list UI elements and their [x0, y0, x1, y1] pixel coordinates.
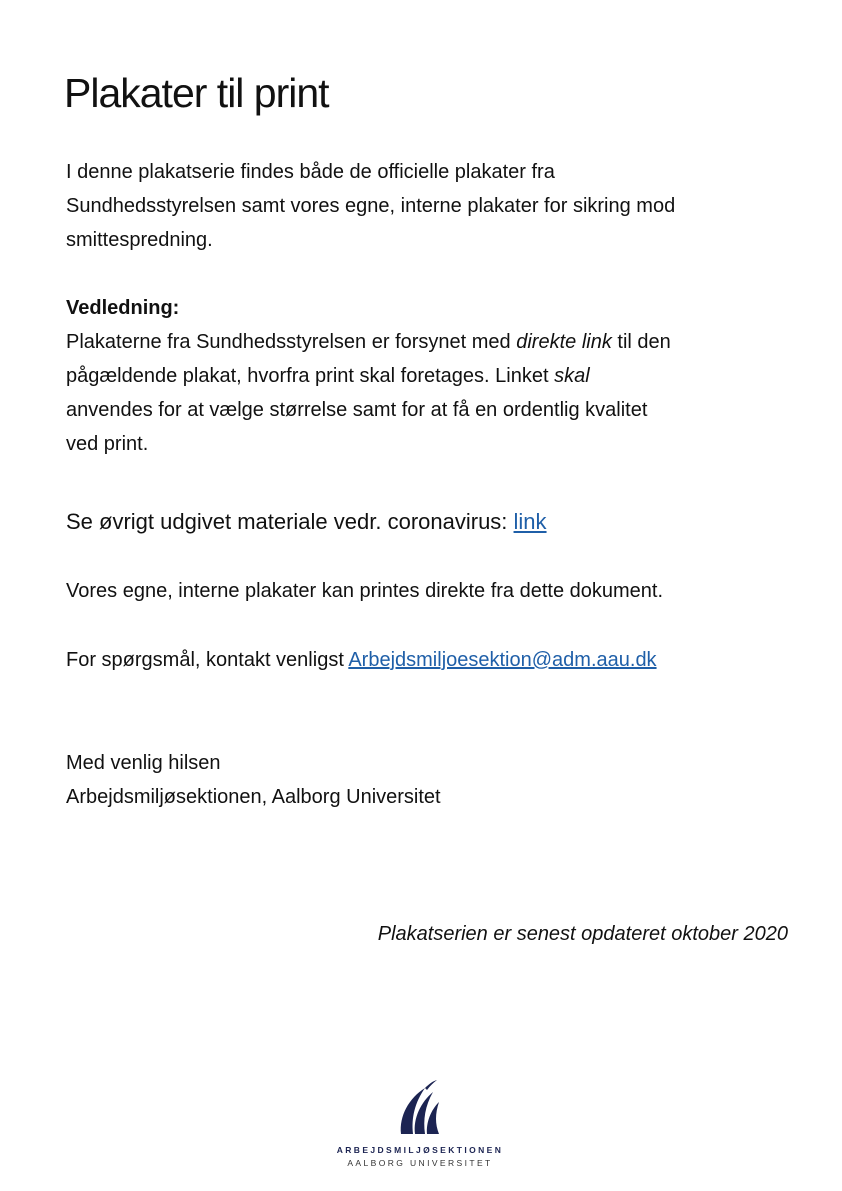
signoff-line: Med venlig hilsen: [66, 752, 221, 774]
page-title: Plakater til print: [64, 70, 329, 116]
guide-line: [66, 359, 671, 393]
logo-line-1: ARBEJDSMILJØSEKTIONEN: [336, 1145, 504, 1155]
guide-section: [66, 291, 671, 461]
signoff: [66, 746, 441, 814]
guide-heading: Vedledning:: [66, 297, 180, 319]
text: Se øvrigt udgivet materiale vedr. coronavirus:: [66, 509, 514, 534]
intro-line: I denne plakatserie findes både de officielle plakater fra: [66, 161, 555, 183]
material-line: [66, 505, 547, 539]
guide-line: [66, 325, 671, 359]
own-posters-line: Vores egne, interne plakater kan printes direkte fra dette dokument.: [66, 580, 664, 602]
signoff-line: Arbejdsmiljøsektionen, Aalborg Universitet: [66, 786, 441, 808]
contact-line: [66, 643, 657, 677]
text: Plakaterne fra Sundhedsstyrelsen er forsynet med: [66, 331, 517, 353]
aau-logo: [330, 1078, 510, 1168]
emphasis: direkte link: [516, 331, 612, 353]
updated-note: Plakatserien er senest opdateret oktober 2020: [377, 923, 788, 945]
emphasis: skal: [554, 365, 590, 387]
guide-line: ved print.: [66, 433, 149, 455]
aau-wave-logo-icon: [395, 1078, 445, 1136]
email-link[interactable]: Arbejdsmiljoesektion@adm.aau.dk: [348, 649, 657, 671]
text: pågældende plakat, hvorfra print skal foretages. Linket: [66, 365, 555, 387]
intro-line: Sundhedsstyrelsen samt vores egne, interne plakater for sikring mod: [66, 195, 676, 217]
guide-line: anvendes for at vælge størrelse samt for at få en ordentlig kvalitet: [66, 399, 648, 421]
text: til den: [611, 331, 671, 353]
intro-line: smittespredning.: [66, 229, 213, 251]
logo-line-2: AALBORG UNIVERSITET: [347, 1158, 493, 1168]
intro-paragraph: [66, 155, 675, 257]
coronavirus-link[interactable]: link: [513, 509, 547, 534]
text: For spørgsmål, kontakt venligst: [66, 649, 349, 671]
